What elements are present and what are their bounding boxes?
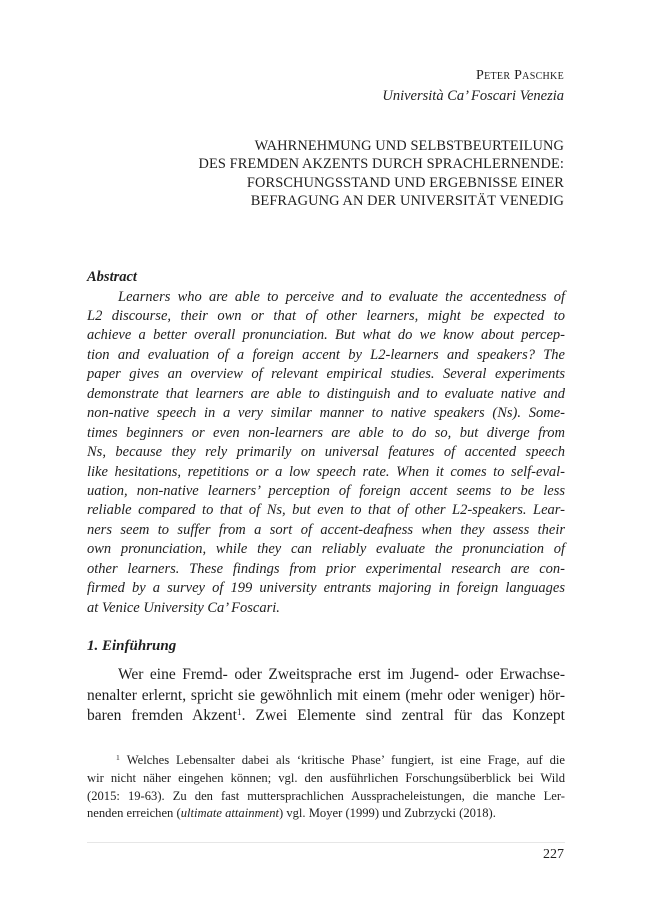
abstract-line: Learners who are able to perceive and to evaluate the accentedness of (118, 288, 565, 305)
author-affiliation: Università Ca’ Foscari Venezia (382, 88, 564, 104)
footnote (87, 752, 565, 823)
section-heading: 1. Einführung (87, 638, 177, 654)
footnote-line (87, 805, 565, 823)
footnote-marker: 1 (116, 752, 120, 762)
title-line: DES FREMDEN AKZENTS DURCH SPRACHLERNENDE: (198, 156, 564, 173)
footnote-line: wir nicht näher eingehen können; vgl. den ausführlichen Forschungsüberblick bei Wild (87, 770, 565, 785)
body-line: nenalter erlernt, spricht sie gewöhnlich mit einem (mehr oder weniger) hör- (87, 686, 565, 704)
abstract-line: own pronunciation, while they can reliably evaluate the pronunciation of (87, 541, 565, 558)
abstract-line: like hesitations, repetitions or a low speech rate. When it comes to self-eval- (87, 463, 565, 480)
body-text-segment: baren fremden Akzent (87, 707, 237, 724)
body-text-segment: . Zwei Elemente sind zentral für das Konzept (241, 707, 565, 724)
body-line: Wer eine Fremd- oder Zweitsprache erst im Jugend- oder Erwachse- (118, 666, 565, 683)
abstract-body (87, 288, 565, 619)
body-paragraph (87, 665, 565, 727)
abstract-line: Ns, because they rely primarily on universal features of accented speech (87, 444, 565, 461)
abstract-line: reliable compared to that of Ns, but even to that of other L2-speakers. Lear- (87, 502, 565, 519)
abstract-line: paper gives an overview of relevant empirical studies. Several experiments (87, 366, 565, 383)
abstract-line: ners seem to suffer from a sort of accent-deafness when they assess their (87, 521, 565, 538)
footnote-line: (2015: 19-63). Zu den fast muttersprachlichen Ausspracheleistungen, die manche Ler- (87, 788, 565, 803)
author-block (382, 66, 564, 106)
title-line: WAHRNEHMUNG UND SELBSTBEURTEILUNG (254, 138, 564, 154)
abstract-heading: Abstract (87, 269, 137, 285)
abstract-line: tion and evaluation of a foreign accent by L2-learners and speakers? The (87, 346, 565, 363)
footnote-line (87, 752, 565, 770)
abstract-line: firmed by a survey of 199 university entrants majoring in foreign languages (87, 580, 565, 597)
article-title (84, 137, 564, 210)
title-line: BEFRAGUNG AN DER UNIVERSITÄT VENEDIG (250, 192, 564, 209)
footer-divider (87, 842, 565, 843)
abstract-line: uation, non-native learners’ perception of foreign accent seems to be less (87, 483, 565, 500)
footnote-italic-term: ultimate attainment (180, 806, 279, 821)
abstract-line: L2 discourse, their own or that of other learners, might be expected to (87, 307, 565, 324)
footnote-reference[interactable]: 1 (236, 707, 242, 718)
page-number: 227 (543, 847, 564, 862)
abstract-line: times beginners or even non-learners are able to do so, but diverge from (87, 424, 565, 441)
abstract-line: achieve a better overall pronunciation. But what do we know about percep- (87, 327, 565, 344)
footnote-text: nenden erreichen ( (87, 806, 181, 821)
abstract-line: non-native speech in a very similar manner to native speakers (Ns). Some- (87, 405, 565, 422)
footnote-text: ) vgl. Moyer (1999) und Zubrzycki (2018). (279, 806, 496, 821)
author-name: Peter Paschke (476, 68, 564, 83)
footnote-text: Welches Lebensalter dabei als ‘kritische Phase’ fungiert, ist eine Frage, auf die (126, 753, 565, 767)
abstract-section (87, 268, 565, 618)
abstract-line: at Venice University Ca’ Foscari. (87, 599, 280, 616)
body-line (87, 706, 565, 727)
abstract-line: demonstrate that learners are able to distinguish and to evaluate native and (87, 385, 565, 402)
title-line: FORSCHUNGSSTAND UND ERGEBNISSE EINER (246, 174, 564, 191)
abstract-line: other learners. These findings from prior experimental research are con- (87, 560, 565, 577)
